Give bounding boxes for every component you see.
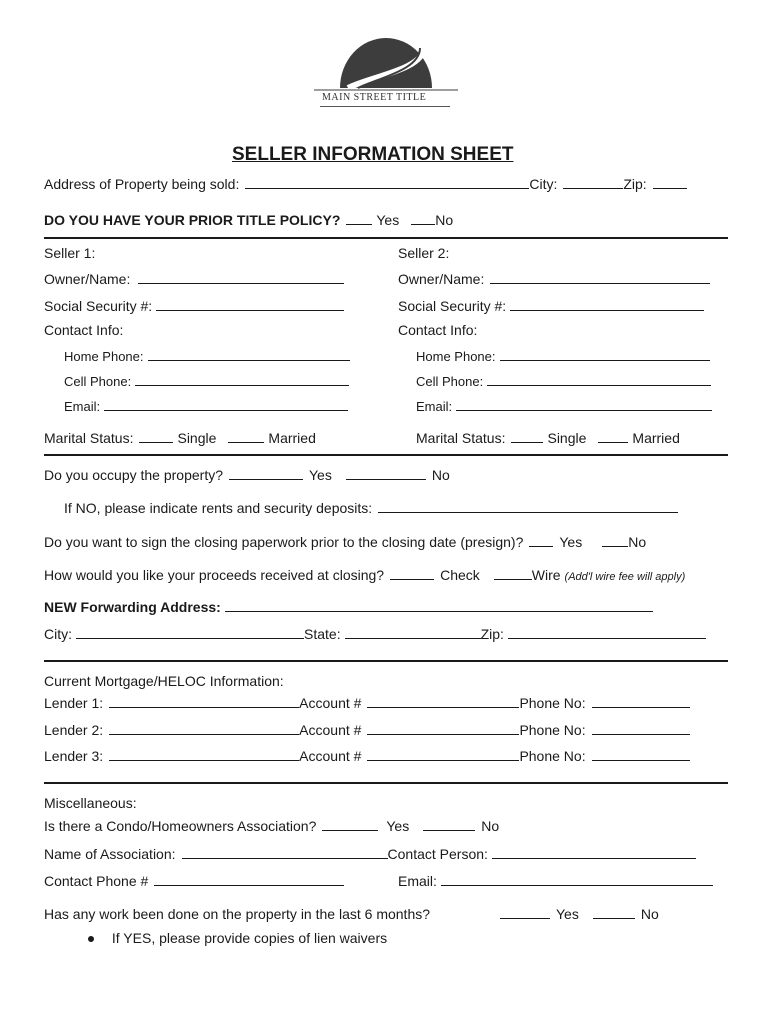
rents-row bbox=[64, 500, 678, 516]
forwarding-state-label: State: bbox=[304, 626, 341, 642]
work-answer-row bbox=[500, 906, 659, 922]
lender-name-field[interactable] bbox=[109, 748, 299, 761]
lender-account-field[interactable] bbox=[367, 748, 519, 761]
occupy-no-label: No bbox=[431, 467, 450, 483]
forwarding-city-field[interactable] bbox=[76, 626, 304, 639]
contact-phone-label: Contact Phone # bbox=[44, 873, 149, 889]
seller1-home-row bbox=[64, 348, 350, 364]
seller2-home-label: Home Phone: bbox=[416, 349, 496, 364]
lender-row bbox=[44, 748, 690, 764]
seller2-contact-label: Contact Info: bbox=[398, 322, 478, 338]
rents-field[interactable] bbox=[378, 500, 678, 513]
seller2-single-field[interactable] bbox=[511, 430, 543, 443]
forwarding-city-row bbox=[44, 626, 706, 642]
seller2-email-row bbox=[416, 398, 712, 414]
seller1-single-field[interactable] bbox=[139, 430, 173, 443]
contact-person-label: Contact Person: bbox=[387, 846, 488, 862]
logo-text: MAIN STREET TITLE bbox=[322, 92, 427, 103]
seller2-cell-row bbox=[416, 373, 711, 389]
lender-label: Lender 2: bbox=[44, 722, 104, 738]
section-divider bbox=[44, 454, 728, 456]
page-title: SELLER INFORMATION SHEET bbox=[232, 144, 514, 165]
section-divider bbox=[44, 660, 728, 662]
lender-phone-field[interactable] bbox=[592, 748, 690, 761]
seller1-ssn-label: Social Security #: bbox=[44, 298, 153, 314]
presign-no-field[interactable] bbox=[602, 534, 628, 547]
bullet-icon bbox=[88, 936, 94, 942]
lien-waiver-bullet-row bbox=[88, 930, 387, 946]
occupy-row bbox=[44, 467, 450, 483]
misc-email-label: Email: bbox=[398, 873, 437, 889]
seller2-email-label: Email: bbox=[416, 399, 453, 414]
work-question: Has any work been done on the property in the last 6 months? bbox=[44, 906, 431, 922]
hoa-question: Is there a Condo/Homeowners Association? bbox=[44, 818, 317, 834]
seller2-heading: Seller 2: bbox=[398, 245, 450, 261]
seller2-email-field[interactable] bbox=[456, 398, 712, 411]
presign-question: Do you want to sign the closing paperwork prior to the closing date (presign)? bbox=[44, 534, 524, 550]
misc-email-row bbox=[398, 873, 713, 889]
proceeds-wire-note: (Add'l wire fee will apply) bbox=[564, 571, 686, 583]
seller1-home-field[interactable] bbox=[148, 348, 350, 361]
seller2-single-label: Single bbox=[547, 430, 587, 446]
rents-label: If NO, please indicate rents and security deposits: bbox=[64, 500, 373, 516]
proceeds-check-label: Check bbox=[440, 567, 480, 583]
seller1-single-label: Single bbox=[177, 430, 217, 446]
lender-label: Lender 1: bbox=[44, 695, 104, 711]
seller2-cell-field[interactable] bbox=[487, 373, 711, 386]
presign-yes-label: Yes bbox=[559, 534, 583, 550]
section-divider bbox=[44, 782, 728, 784]
seller1-contact-label: Contact Info: bbox=[44, 322, 124, 338]
hoa-no-label: No bbox=[481, 818, 500, 834]
forwarding-state-field[interactable] bbox=[345, 626, 481, 639]
prior-policy-yes-label: Yes bbox=[376, 212, 400, 228]
lender-name-field[interactable] bbox=[109, 695, 299, 708]
seller2-marital-label: Marital Status: bbox=[416, 430, 506, 446]
seller1-heading: Seller 1: bbox=[44, 245, 96, 261]
seller1-owner-field[interactable] bbox=[138, 271, 344, 284]
mortgage-heading: Current Mortgage/HELOC Information: bbox=[44, 673, 284, 689]
forwarding-city-label: City: bbox=[44, 626, 72, 642]
lender-row bbox=[44, 695, 690, 711]
lender-phone-label: Phone No: bbox=[519, 695, 586, 711]
seller2-owner-field[interactable] bbox=[490, 271, 710, 284]
proceeds-wire-field[interactable] bbox=[494, 567, 532, 580]
work-no-label: No bbox=[640, 906, 659, 922]
seller1-married-field[interactable] bbox=[228, 430, 264, 443]
seller2-ssn-row bbox=[398, 298, 704, 314]
hoa-yes-label: Yes bbox=[386, 818, 410, 834]
prior-policy-row bbox=[44, 212, 453, 228]
seller2-ssn-label: Social Security #: bbox=[398, 298, 507, 314]
city-field[interactable] bbox=[563, 176, 623, 189]
proceeds-question: How would you like your proceeds received at closing? bbox=[44, 567, 385, 583]
lender-label: Lender 3: bbox=[44, 748, 104, 764]
seller2-married-label: Married bbox=[632, 430, 680, 446]
zip-field[interactable] bbox=[653, 176, 687, 189]
prior-policy-no-label: No bbox=[435, 212, 454, 228]
association-name-label: Name of Association: bbox=[44, 846, 176, 862]
forwarding-field[interactable] bbox=[225, 599, 653, 612]
seller1-cell-row bbox=[64, 373, 349, 389]
lender-name-field[interactable] bbox=[109, 722, 299, 735]
misc-heading: Miscellaneous: bbox=[44, 795, 137, 811]
lender-phone-label: Phone No: bbox=[519, 722, 586, 738]
hoa-row bbox=[44, 818, 499, 834]
zip-label: Zip: bbox=[623, 176, 647, 192]
seller1-cell-label: Cell Phone: bbox=[64, 374, 132, 389]
lien-waiver-text: If YES, please provide copies of lien waivers bbox=[111, 930, 388, 946]
presign-row bbox=[44, 534, 646, 550]
lender-phone-field[interactable] bbox=[592, 695, 690, 708]
seller2-owner-label: Owner/Name: bbox=[398, 271, 485, 287]
contact-phone-row bbox=[44, 873, 344, 889]
lender-phone-label: Phone No: bbox=[519, 748, 586, 764]
seller1-married-label: Married bbox=[268, 430, 316, 446]
occupy-no-field[interactable] bbox=[346, 467, 426, 480]
proceeds-row bbox=[44, 567, 685, 583]
seller2-married-field[interactable] bbox=[598, 430, 628, 443]
lender-account-label: Account # bbox=[299, 722, 362, 738]
forwarding-label: NEW Forwarding Address: bbox=[44, 599, 221, 615]
lender-phone-field[interactable] bbox=[592, 722, 690, 735]
property-address-row bbox=[44, 176, 687, 192]
prior-policy-no-field[interactable] bbox=[411, 212, 435, 225]
association-name-field[interactable] bbox=[182, 846, 388, 859]
occupy-question: Do you occupy the property? bbox=[44, 467, 223, 483]
forwarding-zip-label: Zip: bbox=[480, 626, 504, 642]
work-yes-field[interactable] bbox=[500, 906, 550, 919]
seller2-owner-row bbox=[398, 271, 710, 287]
lender-account-field[interactable] bbox=[367, 695, 519, 708]
seller2-cell-label: Cell Phone: bbox=[416, 374, 484, 389]
forwarding-row bbox=[44, 599, 653, 615]
seller1-home-label: Home Phone: bbox=[64, 349, 144, 364]
prior-policy-yes-field[interactable] bbox=[346, 212, 372, 225]
presign-yes-field[interactable] bbox=[529, 534, 553, 547]
forwarding-zip-field[interactable] bbox=[508, 626, 706, 639]
contact-phone-field[interactable] bbox=[154, 873, 344, 886]
contact-person-field[interactable] bbox=[492, 846, 696, 859]
lender-account-field[interactable] bbox=[367, 722, 519, 735]
seller2-home-field[interactable] bbox=[500, 348, 710, 361]
seller1-email-label: Email: bbox=[64, 399, 101, 414]
seller2-home-row bbox=[416, 348, 710, 364]
city-label: City: bbox=[529, 176, 558, 192]
seller1-email-field[interactable] bbox=[104, 398, 348, 411]
proceeds-wire-label: Wire bbox=[531, 567, 561, 583]
seller1-marital-row bbox=[44, 430, 316, 446]
misc-email-field[interactable] bbox=[441, 873, 713, 886]
seller1-ssn-field[interactable] bbox=[156, 298, 344, 311]
hoa-no-field[interactable] bbox=[423, 818, 475, 831]
lender-account-label: Account # bbox=[299, 748, 362, 764]
occupy-yes-field[interactable] bbox=[229, 467, 303, 480]
seller2-ssn-field[interactable] bbox=[510, 298, 704, 311]
property-address-label: Address of Property being sold: bbox=[44, 176, 240, 192]
seller1-marital-label: Marital Status: bbox=[44, 430, 134, 446]
association-row bbox=[44, 846, 696, 862]
occupy-yes-label: Yes bbox=[309, 467, 332, 483]
proceeds-check-field[interactable] bbox=[390, 567, 434, 580]
seller1-email-row bbox=[64, 398, 348, 414]
company-logo bbox=[312, 18, 460, 108]
logo-underline bbox=[320, 106, 450, 107]
presign-no-label: No bbox=[628, 534, 647, 550]
lender-account-label: Account # bbox=[299, 695, 362, 711]
road-emblem-icon bbox=[312, 18, 460, 92]
seller2-marital-row bbox=[416, 430, 680, 446]
seller1-owner-label: Owner/Name: bbox=[44, 271, 131, 287]
hoa-yes-field[interactable] bbox=[322, 818, 378, 831]
prior-policy-question: DO YOU HAVE YOUR PRIOR TITLE POLICY? bbox=[44, 212, 341, 228]
seller1-ssn-row bbox=[44, 298, 344, 314]
property-address-field[interactable] bbox=[245, 176, 529, 189]
work-yes-label: Yes bbox=[556, 906, 579, 922]
lender-row bbox=[44, 722, 690, 738]
seller1-cell-field[interactable] bbox=[135, 373, 349, 386]
section-divider bbox=[44, 237, 728, 239]
work-no-field[interactable] bbox=[593, 906, 635, 919]
seller1-owner-row bbox=[44, 271, 344, 287]
